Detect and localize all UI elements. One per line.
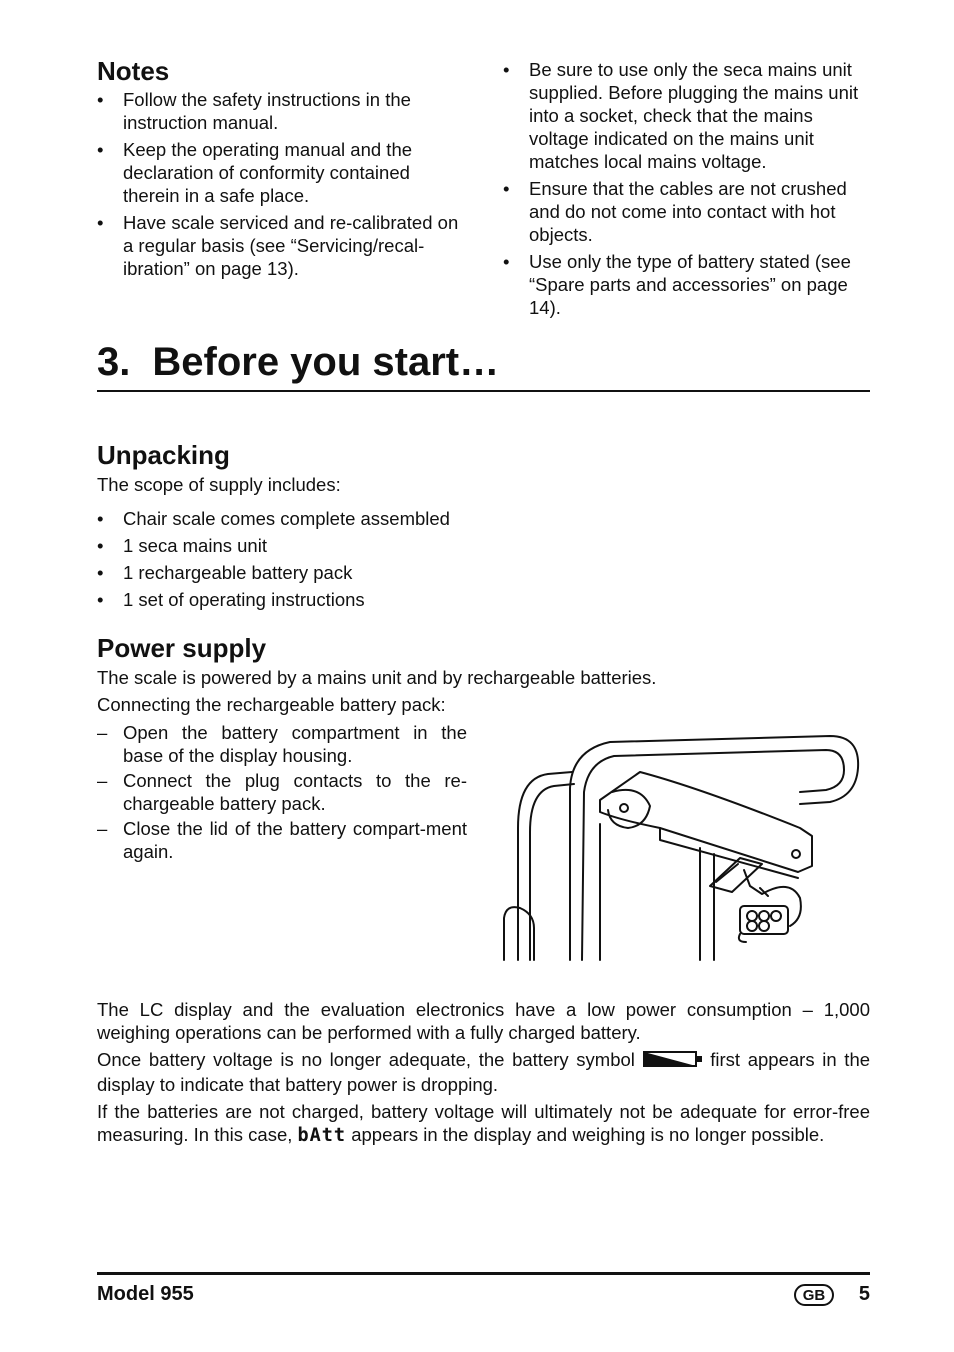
list-item: • Be sure to use only the seca mains unit supplied. Before plugging the mains unit into a socket, check that the mains voltage indicated on the mains unit matches local mains voltage. (503, 58, 873, 173)
list-item: – Connect the plug contacts to the re-chargeable battery pack. (97, 769, 467, 815)
power-supply-heading: Power supply (97, 633, 267, 663)
chapter-rule (97, 390, 870, 392)
unpacking-intro: The scope of supply includes: (97, 474, 341, 495)
list-item: • Chair scale comes complete assembled (97, 507, 870, 530)
list-item: – Open the battery compartment in the base of the display housing. (97, 721, 467, 767)
list-item: • Keep the operating manual and the declaration of conformity contained therein in a safe place. (97, 138, 467, 207)
list-item: • Have scale serviced and re-calibrated on a regular basis (see “Servicing/recal-ibration” on page 13). (97, 211, 467, 280)
power-para-2-b: first appears in the display to indicate that battery power is dropping. (97, 1049, 871, 1095)
unpacking-section (97, 440, 870, 615)
notes-heading: Notes (97, 56, 170, 86)
battery-steps (97, 721, 467, 865)
unpacking-heading: Unpacking (97, 440, 230, 470)
country-badge: GB (794, 1284, 834, 1306)
power-intro-1: The scale is powered by a mains unit and by rechargeable batteries. (97, 667, 657, 688)
list-item: • 1 set of operating instructions (97, 588, 870, 611)
power-para-1: The LC display and the evaluation electronics have a low power consumption – 1,000 weighing operations can be performed with a fully charged battery. (97, 999, 870, 1043)
battery-low-icon (643, 1050, 703, 1073)
chapter-title: Before you start… (152, 340, 500, 384)
notes-right-column (503, 58, 873, 323)
power-para-2-a: Once battery voltage is no longer adequate, the battery symbol (97, 1049, 635, 1070)
list-item: • 1 seca mains unit (97, 534, 870, 557)
power-intro-2: Connecting the rechargeable battery pack: (97, 694, 446, 715)
notes-left-column (97, 56, 467, 284)
unpacking-list (97, 507, 870, 611)
power-description (97, 998, 870, 1147)
power-para-3 (97, 1100, 870, 1147)
notes-left-list (97, 88, 467, 280)
power-para-3-a: If the batteries are not charged, battery voltage will ultimately not be adequate for error-free measuring. In this case, (97, 1100, 870, 1145)
chapter-number: 3. (97, 340, 131, 384)
list-item: – Close the lid of the battery compart-ment again. (97, 817, 467, 863)
notes-right-list (503, 58, 873, 319)
list-item: • 1 rechargeable battery pack (97, 561, 870, 584)
list-item: • Follow the safety instructions in the instruction manual. (97, 88, 467, 134)
battery-steps-list (97, 721, 467, 863)
page-number: 5 (858, 1283, 870, 1305)
list-item: • Use only the type of battery stated (see “Spare parts and accessories” on page 14). (503, 250, 873, 319)
footer-model: Model 955 (97, 1283, 194, 1305)
page-footer (97, 1272, 870, 1311)
chapter-heading (97, 336, 870, 392)
power-para-2 (97, 1048, 870, 1096)
list-item: • Ensure that the cables are not crushed and do not come into contact with hot objects. (503, 177, 873, 246)
power-supply-section (97, 633, 870, 716)
batt-display-text: bAtt (297, 1124, 347, 1146)
power-para-3-b: appears in the display and weighing is no longer possible. (351, 1123, 825, 1145)
battery-compartment-illustration (500, 728, 870, 964)
